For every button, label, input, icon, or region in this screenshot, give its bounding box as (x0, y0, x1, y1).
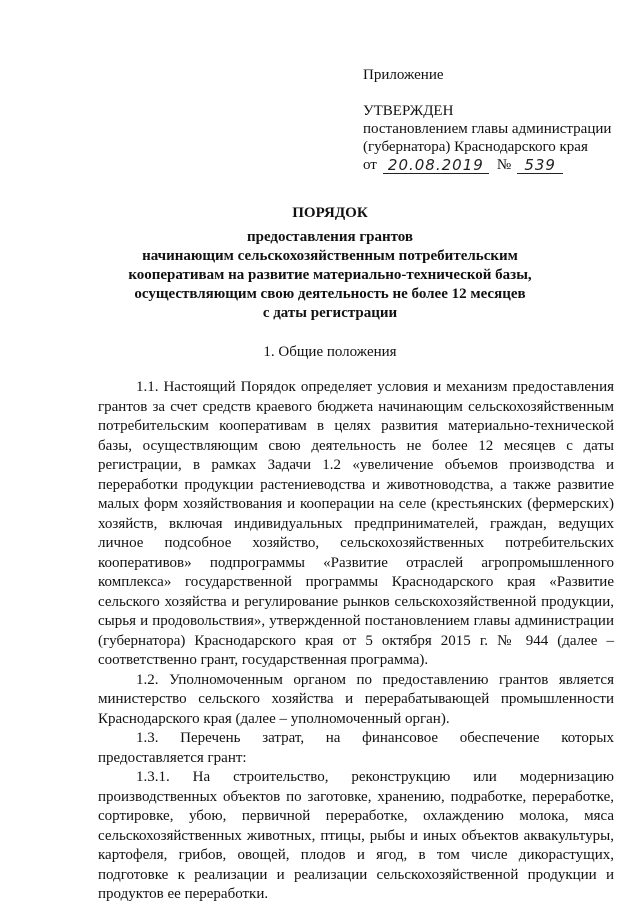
paragraph: 1.3.1. На строительство, реконструкцию или модернизацию производственных объектов по заготовке, хранению, подработке, переработке, сортировке, убою, первичной переработке, охлаждению молока, мяса сельскохозяйственных животных, птицы, рыбы и иных объектов аквакультуры, картофеля, грибов, овощей, плодов и ягод, в том числе дикорастущих, подготовке к реализации и реализации сельскохозяйственной продукции и продуктов ее переработки. (98, 769, 614, 902)
paragraph: 1.3. Перечень затрат, на финансовое обеспечение которых предоставляется грант: (98, 730, 614, 766)
approval-line-2: (губернатора) Краснодарского края (363, 139, 588, 155)
document-body (98, 378, 614, 905)
number-label: № (496, 157, 512, 173)
handwritten-number: 539 (517, 157, 563, 174)
title-line: предоставления грантов (246, 229, 414, 245)
paragraph: 1.1. Настоящий Порядок определяет условия и механизм предоставления грантов за счет средств краевого бюджета начинающим сельскохозяйственным потребительским кооперативам в целях развития материально-технической базы, осуществляющим свою деятельность не более 12 месяцев с даты регистрации, в рамках Задачи 1.2 «увеличение объемов производства и переработки продукции растениеводства и животноводства, а также развитие малых форм хозяйствования и кооперации на селе (крестьянских (фермерских) хозяйств, включая индивидуальных предпринимателей, граждан, ведущих личное подсобное хозяйство, сельскохозяйственных потребительских кооперативов» подпрограммы «Развитие отраслей агропромышленного комплекса» государственной программы Краснодарского края «Развитие сельского хозяйства и регулирование рынков сельскохозяйственной продукции, сырья и продовольствия», утвержденной постановлением главы администрации (губернатора) Краснодарского края от 5 октября 2015 г. № 944 (далее – соответственно грант, государственная программа). (98, 379, 614, 668)
approval-block (363, 66, 623, 174)
title-line: осуществляющим свою деятельность не более 12 месяцев (134, 286, 526, 302)
approval-signature-line (363, 156, 623, 174)
title-line: с даты регистрации (262, 305, 398, 321)
section-title: 1. Общие положения (263, 344, 397, 360)
approval-line-1: постановлением главы администрации (363, 121, 612, 137)
handwritten-date: 20.08.2019 (383, 157, 489, 174)
from-label: от (363, 157, 377, 173)
title-line: кооперативам на развитие материально-технической базы, (128, 267, 532, 283)
approved-label: УТВЕРЖДЕН (363, 103, 454, 119)
paragraph: 1.2. Уполномоченным органом по предоставлению грантов является министерство сельского хозяйства и перерабатывающей промышленности Краснодарского края (далее – уполномоченный орган). (98, 671, 614, 727)
title-heading: ПОРЯДОК (292, 205, 368, 221)
appendix-label: Приложение (363, 67, 444, 83)
title-line: начинающим сельскохозяйственным потребительским (142, 248, 518, 264)
document-title (110, 204, 550, 323)
